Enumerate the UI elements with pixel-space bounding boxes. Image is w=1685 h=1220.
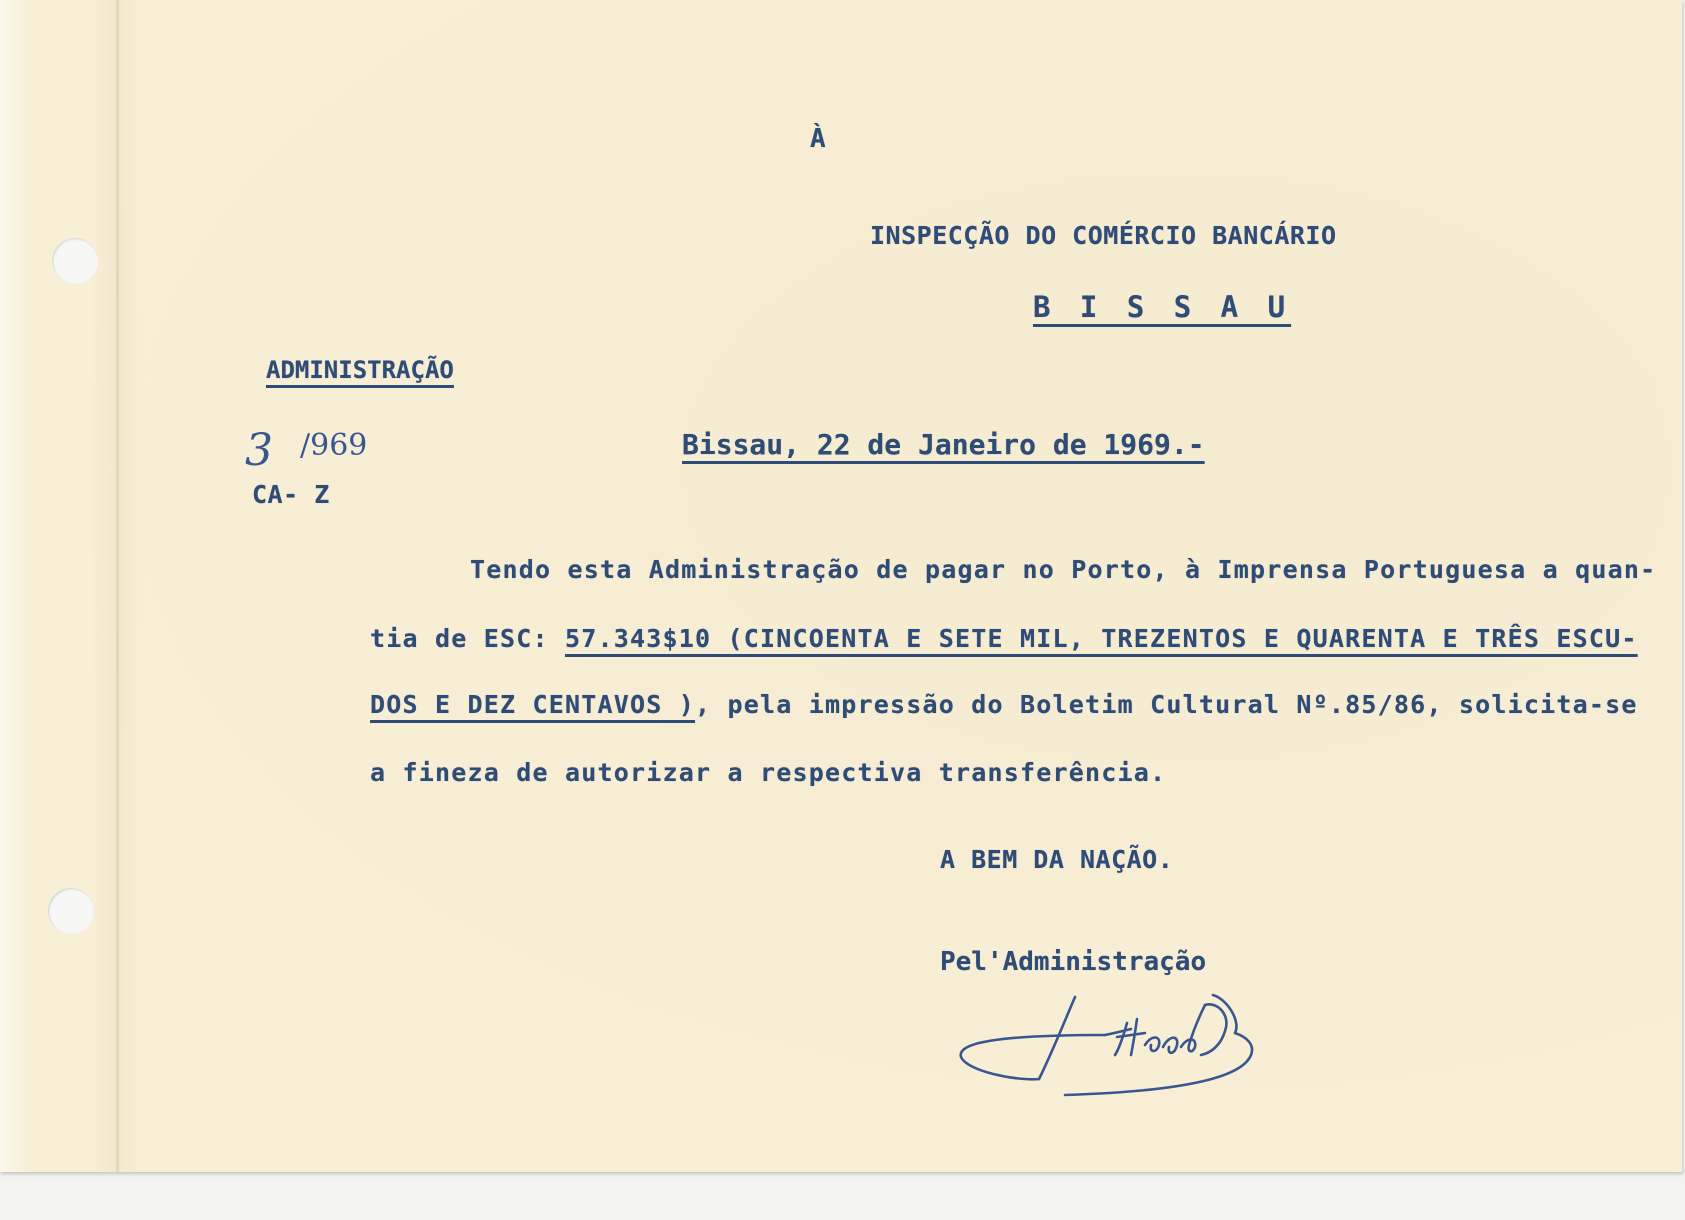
punch-hole-bottom [48, 888, 94, 934]
addressee-prefix: À [810, 124, 827, 154]
sender-department: ADMINISTRAÇÃO [266, 356, 454, 384]
closing-salutation: A BEM DA NAÇÃO. [940, 845, 1174, 874]
addressee: INSPECÇÃO DO COMÉRCIO BANCÁRIO [870, 221, 1337, 250]
paper-fold-line [116, 0, 119, 1172]
date-line: Bissau, 22 de Janeiro de 1969.- [682, 428, 1205, 461]
amount-in-words-continued: DOS E DEZ CENTAVOS ) [370, 690, 696, 719]
paragraph-line-2-prefix: tia de ESC: [370, 624, 566, 653]
paragraph-line-1: Tendo esta Administração de pagar no Porto, à Imprensa Portuguesa a quan- [470, 555, 1657, 584]
paragraph-line-3-rest: , pela impressão do Boletim Cultural Nº.85/86, solicita-se [695, 690, 1638, 719]
paragraph-line-3 [370, 690, 1638, 719]
paragraph-line-2 [370, 624, 1638, 653]
punch-hole-top [52, 238, 98, 284]
handwritten-reference-number: 3 [245, 425, 273, 476]
paragraph-line-4: a fineza de autorizar a respectiva transferência. [370, 758, 1167, 787]
handwritten-signature [955, 975, 1295, 1105]
reference-code: CA- Z [252, 480, 330, 509]
reference-year: /969 [300, 428, 368, 463]
amount-in-words: 57.343$10 (CINCOENTA E SETE MIL, TREZENTOS E QUARENTA E TRÊS ESCU- [565, 624, 1638, 653]
city-header: B I S S A U [1033, 290, 1292, 324]
signatory-line: Pel'Administração [940, 947, 1207, 977]
